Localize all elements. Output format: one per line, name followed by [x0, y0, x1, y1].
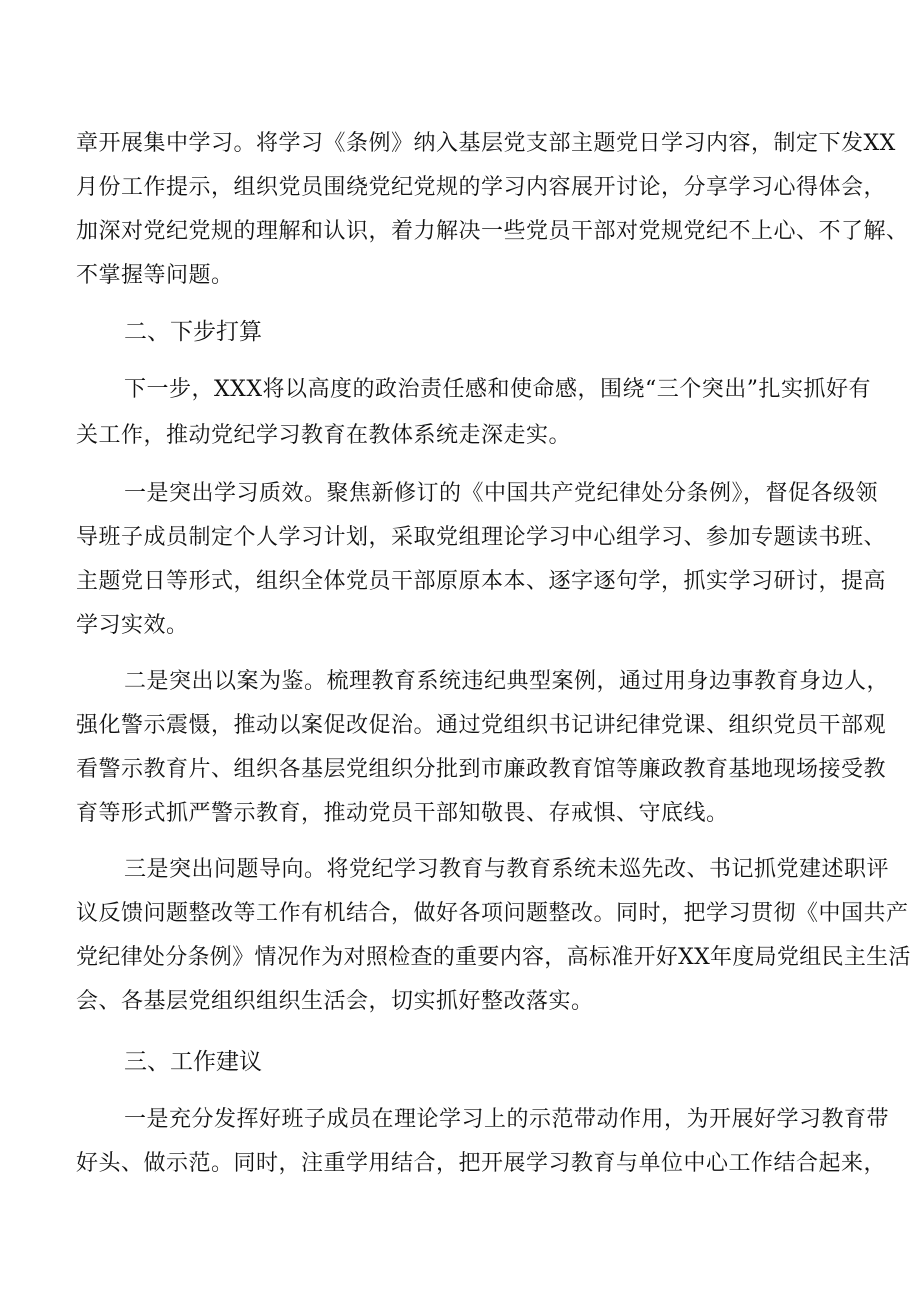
paragraph-5-line-1: 三是突出问题导向。将党纪学习教育与教育系统未巡先改、书记抓党建述职评: [124, 857, 890, 882]
paragraph-5-line-4: 会、各基层党组织组织生活会，切实抓好整改落实。: [76, 989, 594, 1014]
section-heading-next-steps: 二、下步打算: [124, 319, 262, 345]
paragraph-4-line-2: 强化警示震慑，推动以案促改促治。通过党组织书记讲纪律党课、组织党员干部观: [76, 713, 887, 738]
paragraph-5-line-2: 议反馈问题整改等工作有机结合，做好各项问题整改。同时，把学习贯彻《中国共产: [76, 901, 909, 926]
paragraph-4-line-3: 看警示教育片、组织各基层党组织分批到市廉政教育馆等廉政教育基地现场接受教: [76, 757, 887, 782]
paragraph-5-line-3: 党纪律处分条例》情况作为对照检查的重要内容，高标准开好XX年度局党组民主生活: [76, 945, 911, 970]
paragraph-3-line-3: 主题党日等形式，组织全体党员干部原原本本、逐字逐句学，抓实学习研讨，提高: [76, 569, 887, 594]
section-heading-work-suggestions: 三、工作建议: [124, 1049, 262, 1075]
paragraph-3-line-1: 一是突出学习质效。聚焦新修订的《中国共产党纪律处分条例》，督促各级领: [124, 481, 879, 506]
paragraph-1-line-4: 不掌握等问题。: [76, 263, 234, 288]
paragraph-6-line-2: 好头、做示范。同时，注重学用结合，把开展学习教育与单位中心工作结合起来，: [76, 1151, 887, 1176]
paragraph-1-line-2: 月份工作提示，组织党员围绕党纪党规的学习内容展开讨论，分享学习心得体会，: [76, 175, 887, 200]
paragraph-2-line-2: 关工作，推动党纪学习教育在教体系统走深走实。: [76, 423, 572, 448]
paragraph-3-line-4: 学习实效。: [76, 613, 189, 638]
paragraph-3-line-2: 导班子成员制定个人学习计划，采取党组理论学习中心组学习、参加专题读书班、: [76, 525, 887, 550]
paragraph-1-line-3: 加深对党纪党规的理解和认识，着力解决一些党员干部对党规党纪不上心、不了解、: [76, 219, 909, 244]
paragraph-1-line-1: 章开展集中学习。将学习《条例》纳入基层党支部主题党日学习内容，制定下发XX: [76, 131, 896, 156]
paragraph-6-line-1: 一是充分发挥好班子成员在理论学习上的示范带动作用，为开展好学习教育带: [124, 1107, 890, 1132]
paragraph-2-line-1: 下一步，XXX将以高度的政治责任感和使命感，围绕“三个突出”扎实抓好有: [124, 377, 871, 402]
paragraph-4-line-4: 育等形式抓严警示教育，推动党员干部知敬畏、存戒惧、守底线。: [76, 801, 729, 826]
paragraph-4-line-1: 二是突出以案为鉴。梳理教育系统违纪典型案例，通过用身边事教育身边人，: [124, 669, 890, 694]
